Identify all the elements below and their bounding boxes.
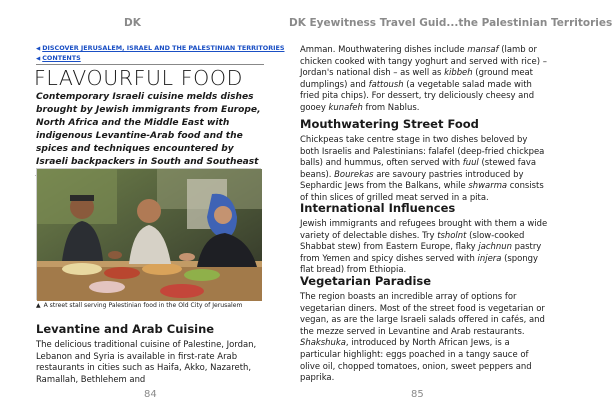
caption-triangle-icon: ▲ xyxy=(36,302,41,309)
link-discover-jerusalem[interactable] xyxy=(36,44,285,54)
photo-caption-text: A street stall serving Palestinian food in the Old City of Jerusalem xyxy=(43,302,243,309)
heading-street-food: Mouthwatering Street Food xyxy=(300,117,479,131)
intro-paragraph: Contemporary Israeli cuisine melds dishes brought by Jewish immigrants from Europe, North Africa and the Middle East with indigenous Levantine-Arab food and the spices and techniques encountered by Israeli backpackers in South and Southeast xyxy=(36,92,261,167)
paragraph-street-food: Chickpeas take centre stage in two dishes beloved by both Israelis and Palestinians: falafel (deep-fried chickpea balls) and hummus, often served with fuul (stewed fava beans). Bourekas are savoury pastries introduced by Sephardic Jews from the Balkans, while shwarma consists of thin slices of grilled meat served in a pita. xyxy=(300,134,545,202)
nav-links xyxy=(36,44,285,65)
chapter-title: FLAVOURFUL FOOD xyxy=(34,66,244,90)
right-page xyxy=(280,0,612,420)
photo-caption xyxy=(36,302,268,310)
page-number-right: 85 xyxy=(411,389,424,400)
heading-vegetarian-paradise: Vegetarian Paradise xyxy=(300,274,432,288)
page-number-left: 84 xyxy=(144,389,157,400)
link-contents-label: CONTENTS xyxy=(42,53,81,62)
running-head-left: DK xyxy=(124,17,141,29)
paragraph-international-influences: Jewish immigrants and refugees brought with them a wide variety of delectable dishes. Try tsholnt (slow-cooked Shabbat stew) from Eastern Europe, flaky jachnun pastry from Yemen and spicy dishes served with injera (spongy flat bread) from Ethiopia. xyxy=(300,218,548,275)
paragraph-amman-dishes: Amman. Mouthwatering dishes include mansaf (lamb or chicken cooked with tangy yoghurt and served with rice) – Jordan's national dish – as well as kibbeh (ground meat dumplings) and fattoush (a vegetable salad made with fried pita chips). For dessert, try deliciously cheesy and gooey kunafeh from Nablus. xyxy=(300,44,547,112)
running-head-right: DK Eyewitness Travel Guid...the Palestinian Territories xyxy=(289,17,612,29)
left-page xyxy=(0,0,285,420)
street-stall-photo xyxy=(36,168,261,300)
left-arrow-icon: ◀ xyxy=(36,55,41,62)
link-contents[interactable] xyxy=(36,54,264,64)
left-arrow-icon: ◀ xyxy=(36,46,41,52)
heading-levantine-arab-cuisine: Levantine and Arab Cuisine xyxy=(36,322,215,336)
levantine-paragraph: The delicious traditional cuisine of Palestine, Jordan, Lebanon and Syria is available in first-rate Arab restaurants in cities such as Haifa, Akko, Nazareth, Ramallah, Bethlehem and xyxy=(36,339,257,384)
link-discover-jerusalem-label: DISCOVER JERUSALEM, ISRAEL AND THE PALESTINIAN TERRITORIES xyxy=(42,44,285,52)
heading-international-influences: International Influences xyxy=(300,201,456,215)
paragraph-vegetarian-paradise: The region boasts an incredible array of options for vegetarian diners. Most of the street food is vegetarian or vegan, as are the large Israeli salads offered in cafés, and the mezze served in Levantine and Arab restaurants. Shakshuka, introduced by North African Jews, is a particular highlight: eggs poached in a tangy sauce of olive oil, chopped tomatoes, onion, sweet peppers and paprika. xyxy=(300,291,545,383)
